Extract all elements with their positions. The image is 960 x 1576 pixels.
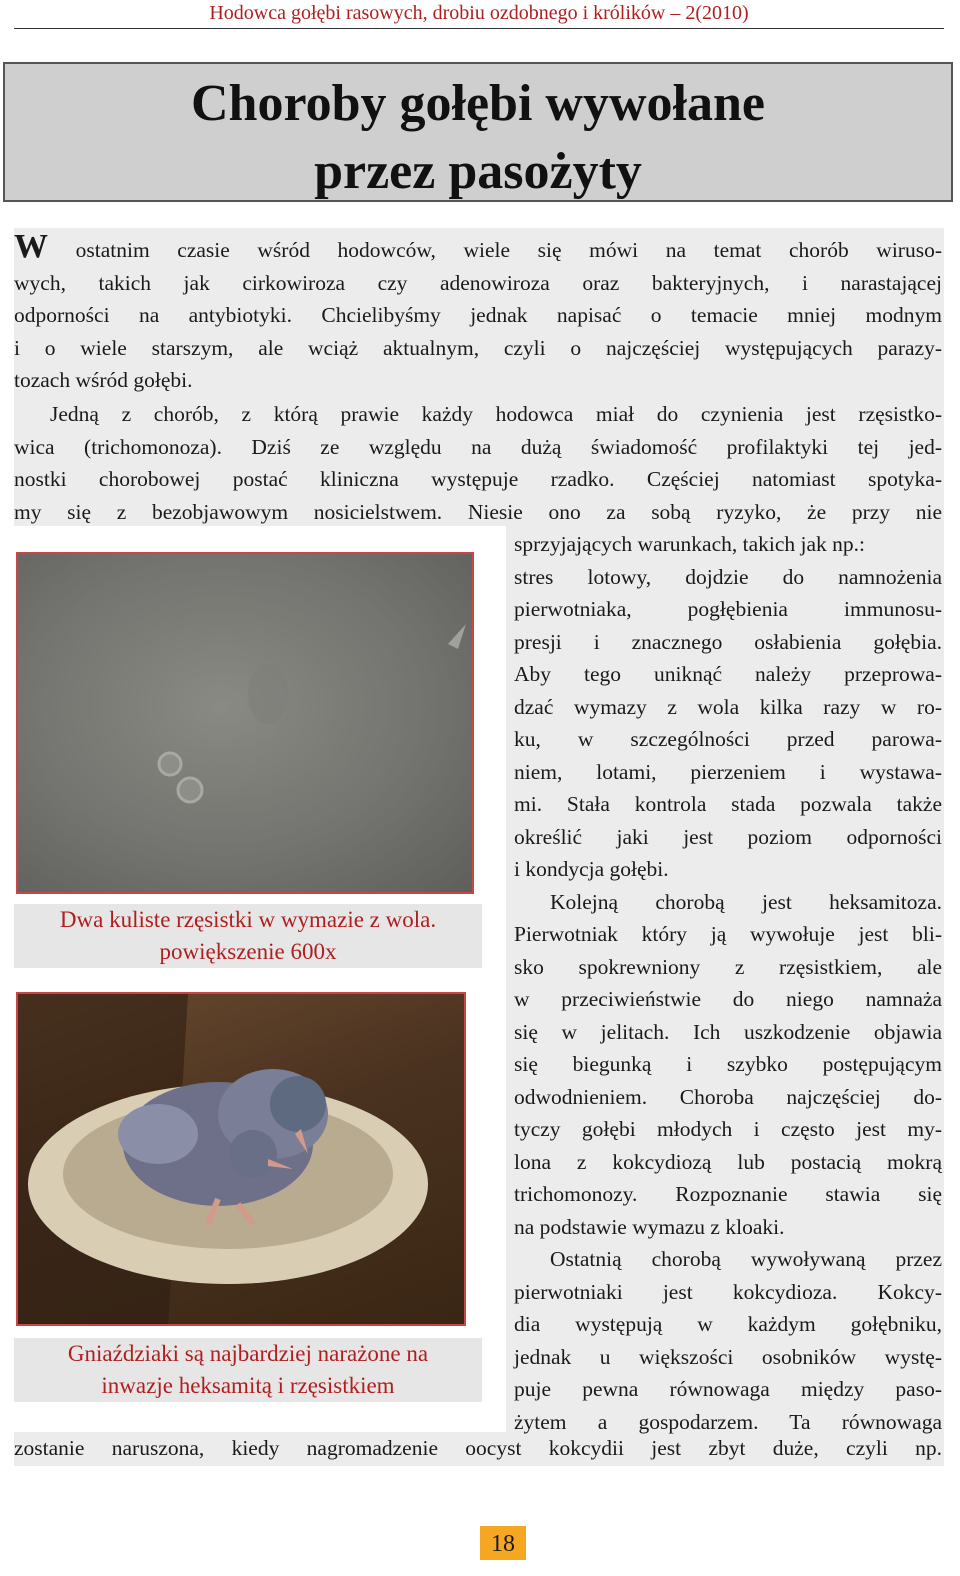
figure2-caption-line2: inwazje heksamitą i rzęsistkiem (101, 1373, 395, 1398)
squabs-photo (16, 992, 466, 1326)
figure1-caption (14, 904, 482, 968)
intro-paragraph (14, 228, 942, 397)
title-line-1: Choroby gołębi wywołane (191, 75, 765, 132)
para-line: my się z bezobjawowym nosicielstwem. Niesie ono za sobą ryzyko, że przy nie (14, 499, 942, 524)
col-line: pierwotniaki jest kokcydioza. Kokcy- (514, 1279, 942, 1304)
trichomonosis-paragraph (14, 398, 942, 528)
final-line (14, 1432, 942, 1465)
squab-head (270, 1076, 326, 1132)
col-line: puje pewna równowaga między paso- (514, 1377, 942, 1401)
col-line: stres lotowy, dojdzie do namnożenia (514, 564, 942, 589)
col-line: ku, w szczególności przed parowa- (514, 727, 942, 751)
col-line: dia występują w każdym gołębniku, (514, 1312, 942, 1336)
col-line: Kolejną chorobą jest heksamitoza. (550, 889, 942, 914)
col-line: w przeciwieństwie do niego namnaża (514, 987, 942, 1011)
page-number: 18 (480, 1526, 526, 1560)
col-line: mi. Stała kontrola stada pozwala także (514, 792, 942, 816)
intro-line: tozach wśród gołębi. (14, 368, 193, 392)
drop-cap: W (14, 228, 48, 265)
figure1-caption-line2: powiększenie 600x (159, 939, 337, 964)
para-line: wica (trichomonoza). Dziś ze względu na dużą świadomość profilaktyki tej jed- (14, 434, 942, 459)
col-line: sko spokrewniony z rzęsistkiem, ale (514, 954, 942, 979)
col-line: i kondycja gołębi. (514, 857, 669, 881)
col-line: się biegunką i szybko postępującym (514, 1052, 942, 1076)
microscope-illustration (18, 554, 474, 894)
article-title (3, 62, 953, 202)
col-line: lona z kokcydiozą lub postacią mokrą (514, 1149, 942, 1174)
col-line: Ostatnią chorobą wywoływaną przez (550, 1247, 942, 1271)
intro-line: odporności na antybiotyki. Chcielibyśmy jednak napisać o temacie mniej modnym (14, 303, 942, 327)
col-line: niem, lotami, pierzeniem i wystawa- (514, 759, 942, 784)
title-line-2: przez pasożyty (314, 143, 642, 200)
trichomonad-cell (178, 778, 202, 802)
final-line-text: zostanie naruszona, kiedy nagromadzenie oocyst kokcydii jest zbyt duże, czyli np. (14, 1436, 942, 1460)
squabs-illustration (18, 994, 466, 1326)
intro-line: ostatnim czasie wśród hodowców, wiele się mówi na temat chorób wiruso- (48, 238, 942, 262)
para-line: nostki chorobowej postać kliniczna występuje rzadko. Częściej natomiast spotyka- (14, 467, 942, 491)
col-line: Aby tego uniknąć należy przeprowa- (514, 662, 942, 686)
right-column-text (514, 528, 942, 1438)
col-line: jednak u większości osobników wystę- (514, 1344, 942, 1369)
col-line: określić jaki jest poziom odporności (514, 824, 942, 849)
col-line: sprzyjających warunkach, takich jak np.: (514, 532, 866, 556)
figure2-caption-line1: Gniaździaki są najbardziej narażone na (67, 1341, 429, 1366)
intro-line: i o wiele starszym, ale wciąż aktualnym, czyli o najczęściej występujących parazy- (14, 335, 942, 360)
col-line: się w jelitach. Ich uszkodzenie objawia (514, 1019, 942, 1044)
figure1-caption-line1: Dwa kuliste rzęsistki w wymazie z wola. (59, 907, 437, 932)
col-line: żytem a gospodarzem. Ta równowaga (514, 1409, 942, 1434)
para-line: Jedną z chorób, z którą prawie każdy hodowca miał do czynienia jest rzęsistko- (50, 402, 942, 426)
col-line: trichomonozy. Rozpoznanie stawia się (514, 1182, 942, 1206)
microscope-photo (16, 552, 474, 894)
trichomonad-cell (159, 753, 181, 775)
running-header: Hodowca gołębi rasowych, drobiu ozdobnego i królików – 2(2010) (14, 0, 944, 29)
col-line: presji i znacznego osłabienia gołębia. (514, 629, 942, 654)
figure2-caption (14, 1338, 482, 1402)
col-line: pierwotniaka, pogłębienia immunosu- (514, 597, 942, 621)
col-line: tyczy gołębi młodych i często jest my- (514, 1117, 942, 1141)
col-line: odwodnieniem. Choroba najczęściej do- (514, 1084, 942, 1109)
col-line: dzać wymazy z wola kilka razy w ro- (514, 694, 942, 719)
col-line: Pierwotniak który ją wywołuje jest bli- (514, 922, 942, 946)
intro-line: wych, takich jak cirkowiroza czy adenowiroza oraz bakteryjnych, i narastającej (14, 270, 942, 295)
col-line: na podstawie wymazu z kloaki. (514, 1214, 785, 1239)
